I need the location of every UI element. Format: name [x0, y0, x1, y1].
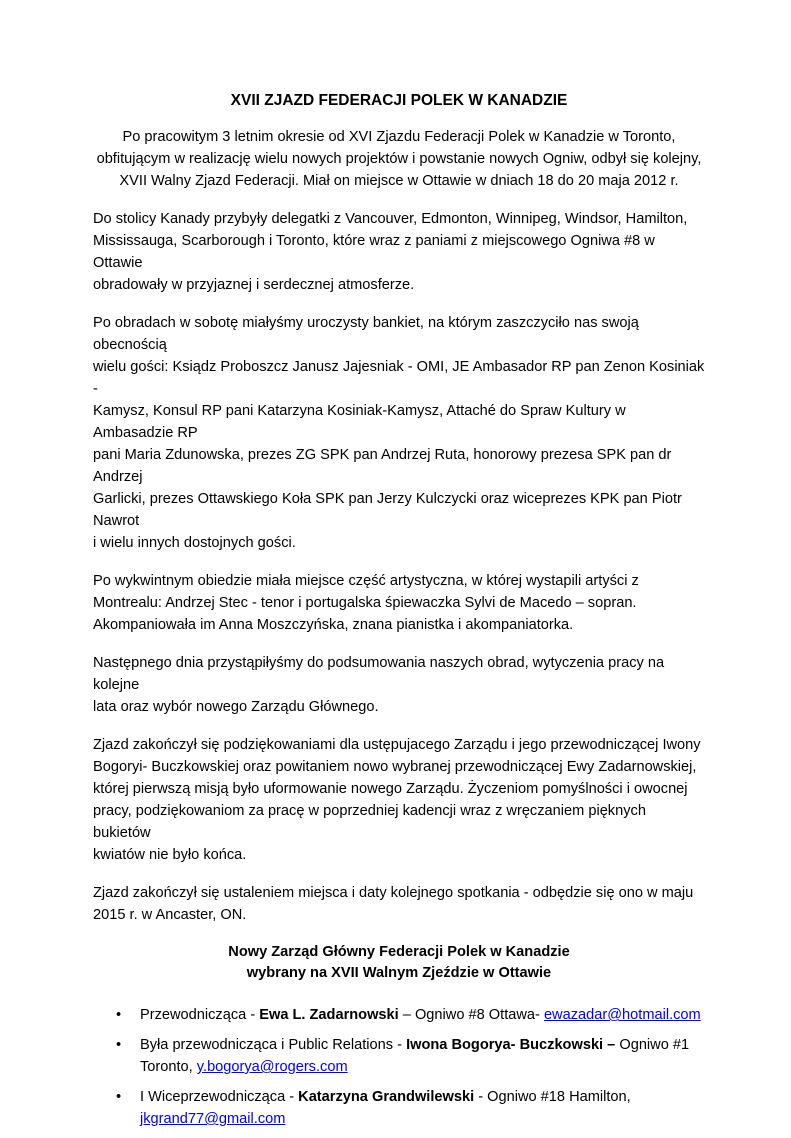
text-line: Do stolicy Kanady przybyły delegatki z Vancouver, Edmonton, Winnipeg, Windsor, Hamilton,: [93, 211, 688, 227]
text-line: pani Maria Zdunowska, prezes ZG SPK pan Andrzej Ruta, honorowy prezesa SPK pan dr Andrzej: [93, 447, 672, 485]
text-line: i wielu innych dostojnych gości.: [93, 535, 296, 551]
member-chapter: - Ogniwo #18 Hamilton,: [474, 1089, 631, 1105]
paragraph-delegates: [93, 208, 705, 296]
paragraph-next-day: [93, 652, 705, 718]
member-name: Katarzyna Grandwilewski: [298, 1089, 475, 1105]
member-email-link[interactable]: ewazadar@hotmail.com: [543, 1007, 701, 1023]
member-role: I Wiceprzewodnicząca -: [140, 1089, 299, 1105]
member-chapter: – Ogniwo #8 Ottawa-: [398, 1007, 544, 1023]
board-member-item: [93, 1004, 705, 1026]
text-line: Po wykwintnym obiedzie miała miejsce część artystyczna, w której wystapili artyści z: [93, 573, 639, 589]
member-email-link[interactable]: jkgrand77@gmail.com: [140, 1111, 286, 1127]
intro-line: Po pracowitym 3 letnim okresie od XVI Zjazdu Federacji Polek w Kanadzie w Toronto,: [122, 129, 676, 145]
text-line: której pierwszą misją było uformowanie nowego Zarządu. Życzeniom pomyślności i owocnej: [93, 781, 688, 797]
text-line: Następnego dnia przystąpiłyśmy do podsumowania naszych obrad, wytyczenia pracy na kolejne: [93, 655, 665, 693]
text-line: 2015 r. w Ancaster, ON.: [93, 907, 247, 923]
bullet-icon: •: [116, 1007, 122, 1023]
member-role: Przewodnicząca -: [140, 1007, 260, 1023]
text-line: pracy, podziękowaniom za pracę w poprzedniej kadencji wraz z wręczaniem pięknych bukietów: [93, 803, 646, 841]
board-heading-line: Nowy Zarząd Główny Federacji Polek w Kanadzie: [228, 944, 570, 960]
paragraph-banquet: [93, 312, 705, 554]
text-line: kwiatów nie było końca.: [93, 847, 247, 863]
paragraph-artistic: [93, 570, 705, 636]
text-line: Bogoryi- Buczkowskiej oraz powitaniem nowo wybranej przewodniczącej Ewy Zadarnowskiej,: [93, 759, 697, 775]
document-title: XVII ZJAZD FEDERACJI POLEK W KANADZIE: [230, 92, 568, 109]
intro-line: obfitującym w realizację wielu nowych projektów i powstanie nowych Ogniw, odbył się kolejny,: [96, 151, 702, 167]
bullet-icon: •: [116, 1089, 122, 1105]
board-member-item: [93, 1086, 705, 1130]
board-heading-line: wybrany na XVII Walnym Zjeździe w Ottawie: [246, 965, 552, 981]
text-line: wielu gości: Ksiądz Proboszcz Janusz Jajesniak - OMI, JE Ambasador RP pan Zenon Kosiniak -: [93, 359, 705, 397]
member-role: Była przewodnicząca i Public Relations -: [140, 1037, 407, 1053]
text-line: Zjazd zakończył się podziękowaniami dla ustępujacego Zarządu i jego przewodniczącej Iwony: [93, 737, 701, 753]
member-name: Iwona Bogorya- Buczkowski –: [406, 1037, 616, 1053]
text-line: Akompaniowała im Anna Moszczyńska, znana pianistka i akompaniatorka.: [93, 617, 574, 633]
bullet-icon: •: [116, 1037, 122, 1053]
text-line: Garlicki, prezes Ottawskiego Koła SPK pan Jerzy Kulczycki oraz wiceprezes KPK pan Piotr Nawrot: [93, 491, 682, 529]
member-name: Ewa L. Zadarnowski: [259, 1007, 399, 1023]
text-line: obradowały w przyjaznej i serdecznej atmosferze.: [93, 277, 415, 293]
member-chapter: Ogniwo #1 Toronto,: [140, 1037, 690, 1075]
document-page: [93, 90, 705, 1138]
intro-line: XVII Walny Zjazd Federacji. Miał on miejsce w Ottawie w dniach 18 do 20 maja 2012 r.: [119, 173, 679, 189]
intro-paragraph: [93, 126, 705, 192]
paragraph-next-meeting: [93, 882, 705, 926]
text-line: Mississauga, Scarborough i Toronto, które wraz z paniami z miejscowego Ogniwa #8 w Ottawie: [93, 233, 655, 271]
paragraph-closing: [93, 734, 705, 866]
board-members-list: [93, 1004, 705, 1130]
text-line: lata oraz wybór nowego Zarządu Głównego.: [93, 699, 379, 715]
text-line: Zjazd zakończył się ustaleniem miejsca i daty kolejnego spotkania - odbędzie się ono w maju: [93, 885, 694, 901]
text-line: Kamysz, Konsul RP pani Katarzyna Kosiniak-Kamysz, Attaché do Spraw Kultury w Ambasadzie RP: [93, 403, 626, 441]
text-line: Montrealu: Andrzej Stec - tenor i portugalska śpiewaczka Sylvi de Macedo – sopran.: [93, 595, 637, 611]
board-member-item: [93, 1034, 705, 1078]
text-line: Po obradach w sobotę miałyśmy uroczysty bankiet, na którym zaszczyciło nas swoją obecnością: [93, 315, 639, 353]
member-email-link[interactable]: y.bogorya@rogers.com: [196, 1059, 348, 1075]
board-heading: [93, 942, 705, 984]
